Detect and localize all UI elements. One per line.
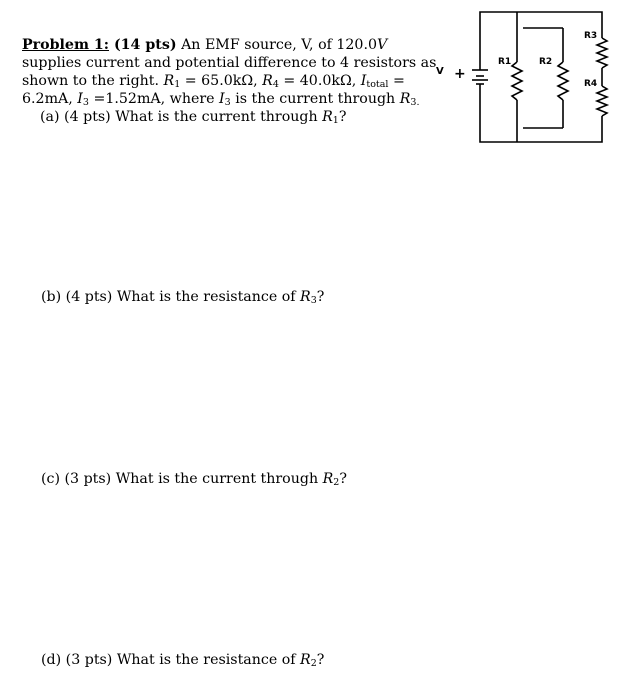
part-a-question xyxy=(40,109,346,125)
part-c-end: ? xyxy=(339,471,347,487)
r4-subscript: 4 xyxy=(272,79,279,90)
wire-bottom xyxy=(480,84,602,142)
part-d-subscript: 2 xyxy=(310,658,317,669)
part-a-symbol: R xyxy=(322,109,333,125)
part-c-symbol: R xyxy=(322,471,334,487)
i3-value: =1.52mA, xyxy=(88,91,166,107)
part-a-label: (a) (4 pts) What is the current through xyxy=(40,109,323,125)
part-d-label: (d) (3 pts) What is the resistance of xyxy=(41,652,301,668)
resistor-r2 xyxy=(558,62,568,100)
r1-subscript: 1 xyxy=(174,79,181,90)
r1-value: = 65.0kΩ, xyxy=(180,73,263,89)
r3-label: R3 xyxy=(584,31,598,41)
part-c-label: (c) (3 pts) What is the current through xyxy=(41,471,323,487)
r4-symbol: R xyxy=(262,73,273,89)
r1-symbol: R xyxy=(163,73,175,89)
problem-number: Problem 1: xyxy=(22,37,110,53)
part-b-label: (b) (4 pts) What is the resistance of xyxy=(41,289,301,305)
problem-statement xyxy=(22,36,442,108)
where-r3-symbol: R xyxy=(399,91,411,107)
i3-subscript: 3 xyxy=(82,97,89,108)
resistor-r1 xyxy=(512,62,522,100)
i3-symbol: I xyxy=(77,91,83,107)
part-b-end: ? xyxy=(316,289,325,305)
r1-label: R1 xyxy=(498,57,512,67)
r2-label: R2 xyxy=(539,57,553,67)
plus-label: + xyxy=(454,66,466,82)
voltage-unit: V xyxy=(377,37,388,53)
problem-heading xyxy=(22,37,177,53)
part-a-subscript: 1 xyxy=(332,115,339,126)
part-d-symbol: R xyxy=(300,652,311,668)
circuit-diagram xyxy=(432,6,620,148)
itotal-subscript: total xyxy=(366,79,389,90)
battery-symbol xyxy=(472,70,488,84)
part-d-question xyxy=(41,652,324,668)
part-c-question xyxy=(41,471,347,487)
intro-text: An EMF source, V, of 120.0 xyxy=(181,37,377,53)
r4-value: = 40.0kΩ, xyxy=(278,73,361,89)
where-text: where xyxy=(169,91,220,107)
itotal-value: = 6.2mA, xyxy=(22,73,405,107)
where-mid: is the current through xyxy=(230,91,400,107)
r4-label: R4 xyxy=(584,79,598,89)
problem-points: (14 pts) xyxy=(113,37,177,53)
where-r3-subscript: 3. xyxy=(410,97,420,108)
part-b-subscript: 3 xyxy=(310,295,317,306)
where-i3-symbol: I xyxy=(219,91,225,107)
part-a-end: ? xyxy=(338,109,347,125)
source-label: V xyxy=(436,66,444,77)
itotal-symbol: I xyxy=(360,73,367,89)
part-b-question xyxy=(41,289,324,305)
intro-continued: supplies current and potential difference to 4 resistors as shown to the right. xyxy=(22,55,437,89)
where-i3-subscript: 3 xyxy=(224,97,231,108)
part-d-end: ? xyxy=(316,652,325,668)
part-b-symbol: R xyxy=(300,289,311,305)
part-c-subscript: 2 xyxy=(333,477,340,488)
